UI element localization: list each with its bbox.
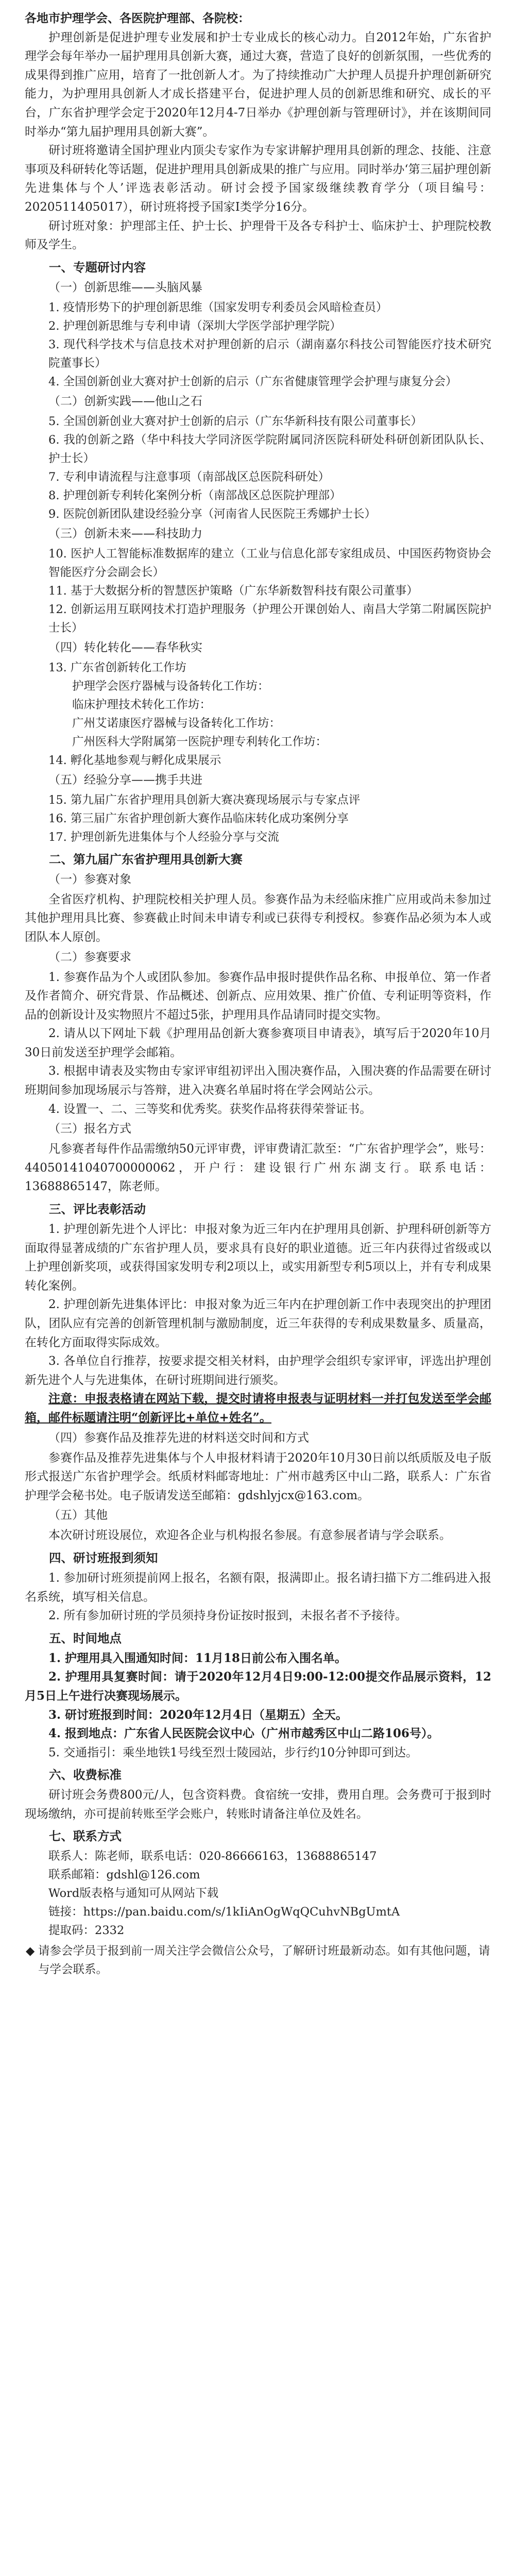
workshop-item: 广州艾诺康医疗器械与设备转化工作坊： (72, 716, 281, 730)
download-link[interactable]: 链接：https://pan.baidu.com/s/1kIiAnOgWqQCuhvNBgUmtA (48, 1905, 400, 1919)
paragraph: 全省医疗机构、护理院校相关护理人员。参赛作品为未经临床推广应用或尚未参加过其他护理用具比赛、参赛截止时间未申请专利或已获得专利授权。参赛作品必须为本人或团队本人原创。 (25, 892, 491, 944)
list-item: 16. 第三届广东省护理创新大赛作品临床转化成功案例分享 (48, 811, 349, 825)
contact-line: 联系人：陈老师，联系电话：020-86666163，13688865147 (48, 1850, 377, 1863)
list-item: 3. 现代科学技术与信息技术对护理创新的启示（湖南嘉尔科技公司智能医疗技术研究院董事长） (48, 337, 491, 370)
paragraph: 3. 根据申请表及实物由专家评审组初评出入围决赛作品，入围决赛的作品需要在研讨班期间参加现场展示与答辩，进入决赛名单届时将在学会网站公示。 (25, 1064, 491, 1097)
list-item: 13. 广东省创新转化工作坊 (48, 660, 186, 674)
intro-paragraph-3: 研讨班对象：护理部主任、护士长、护理骨干及各专科护士、临床护士、护理院校教师及学生。 (25, 219, 491, 252)
subsection-heading-1-1: （一）创新思维——头脑风暴 (48, 280, 202, 294)
list-item: 5. 全国创新创业大赛对护士创新的启示（广东华新科技有限公司董事长） (48, 414, 423, 428)
subsection-heading-1-5: （五）经验分享——携手共进 (48, 773, 202, 787)
paragraph: 2. 所有参加研讨班的学员须持身份证按时报到，未报名者不予接待。 (48, 1609, 407, 1623)
note-text: 请参会学员于报到前一周关注学会微信公众号，了解研讨班最新动态。如有其他问题，请与学会联系。 (38, 1944, 490, 1977)
note-item (25, 1942, 491, 1979)
section-heading-3: 三、评比表彰活动 (49, 1202, 146, 1217)
workshop-item: 广州医科大学附属第一医院护理专利转化工作坊： (72, 735, 328, 749)
contact-line: 联系邮箱：gdshl@126.com (48, 1868, 200, 1882)
schedule-item: 4. 报到地点：广东省人民医院会议中心（广州市越秀区中山二路106号）。 (48, 1726, 439, 1741)
intro-paragraph: 护理创新是促进护理专业发展和护士专业成长的核心动力。自2012年始，广东省护理学会每年举办一届护理用具创新大赛，通过大赛，营造了良好的创新氛围，一些优秀的成果得到推广应用，培育了一批创新人才。为了持续推动广大护理人员提升护理创新研究能力，为护理用具创新人才成长搭建平台，促进护理人员的创新思维和研究、成长的平台，广东省护理学会定于2020年12月4-7日举办《护理创新与管理研讨》，并在该期间同时举办“第九届护理用具创新大赛”。 (25, 30, 491, 139)
intro-paragraph-2: 研讨班将邀请全国护理业内顶尖专家作为专家讲解护理用具创新的理念、技能、注意事项及科研转化等话题，促进护理用具创新成果的推广与应用。同时举办‘第三届护理创新先进集体与个人’评选表彰活动。研讨会授予国家级继续教育学分（项目编号：2020511405017），研讨班将授予国家Ⅰ类学分16分。 (25, 144, 491, 214)
extraction-code: 提取码：2332 (48, 1924, 125, 1938)
subsection-heading-3-5: （五）其他 (48, 1509, 108, 1522)
paragraph: 凡参赛者每件作品需缴纳50元评审费，评审费请汇款至：“广东省护理学会”，账号：44050141040700000062，开户行：建设银行广州东湖支行。联系电话：13688865147，陈老师。 (25, 1142, 491, 1194)
section-heading-6: 六、收费标准 (49, 1768, 122, 1783)
schedule-item: 3. 研讨班报到时间：2020年12月4日（星期五）全天。 (48, 1707, 348, 1722)
schedule-item: 5. 交通指引：乘坐地铁1号线至烈士陵园站，步行约10分钟即可到达。 (48, 1745, 418, 1759)
list-item: 6. 我的创新之路（华中科技大学同济医学院附属同济医院科研处科研创新团队队长、护士长） (48, 433, 491, 465)
schedule-item: 2. 护理用具复赛时间：请于2020年12月4日9:00-12:00提交作品展示资料，12月5日上午进行决赛现场展示。 (25, 1670, 491, 1703)
list-item: 14. 孵化基地参观与孵化成果展示 (48, 753, 221, 767)
schedule-item: 1. 护理用具入围通知时间：11月18日前公布入围名单。 (48, 1651, 347, 1665)
diamond-icon: ◆ (26, 1944, 35, 1958)
subsection-heading-2-3: （三）报名方式 (48, 1122, 131, 1136)
paragraph: 参赛作品及推荐先进集体与个人申报材料请于2020年10月30日前以纸质版及电子版形式报送广东省护理学会。纸质材料邮寄地址：广州市越秀区中山二路，联系人：广东省护理学会秘书处。电子版请发送至邮箱：gdshlyjcx@163.com。 (25, 1451, 491, 1502)
workshop-item: 临床护理技术转化工作坊： (72, 698, 212, 711)
paragraph: 3. 各单位自行推荐，按要求提交相关材料，由护理学会组织专家评审，评选出护理创新先进个人与先进集体，在研讨班期间进行颁奖。 (25, 1354, 491, 1387)
paragraph: 1. 参加研讨班须提前网上报名，名额有限，报满即止。报名请扫描下方二维码进入报名系统，填写相关信息。 (25, 1571, 491, 1604)
list-item: 1. 疫情形势下的护理创新思维（国家发明专利委员会风暗检查员） (48, 300, 388, 314)
contact-line: Word版表格与通知可从网站下载 (48, 1887, 219, 1901)
list-item: 10. 医护人工智能标准数据库的建立（工业与信息化部专家组成员、中国医药物资协会智能医疗分会副会长） (48, 547, 491, 579)
list-item: 2. 护理创新思维与专利申请（深圳大学医学部护理学院） (48, 319, 341, 333)
salutation: 各地市护理学会、各医院护理部、各院校： (25, 11, 250, 25)
list-item: 7. 专利申请流程与注意事项（南部战区总医院科研处） (48, 470, 330, 484)
subsection-heading-2-1: （一）参赛对象 (48, 872, 131, 886)
subsection-heading-1-4: （四）转化转化——春华秋实 (48, 640, 202, 654)
paragraph: 1. 护理创新先进个人评比：申报对象为近三年内在护理用具创新、护理科研创新等方面取得显著成绩的广东省护理人员，要求具有良好的职业道德。近三年内获得过省级或以上护理创新奖项，或获得国家发明专利2项以上，或实用新型专利5项以上，并有专利成果转化案例。 (25, 1223, 491, 1293)
section-heading-2: 二、第九届广东省护理用具创新大赛 (49, 852, 243, 867)
paragraph: 1. 参赛作品为个人或团队参加。参赛作品申报时提供作品名称、申报单位、第一作者及作者简介、研究背景、作品概述、创新点、应用效果、推广价值、专利证明等资料，作品的创新设计及实物照片不超过5张，护理用具作品请同时提交实物。 (25, 970, 491, 1022)
section-heading-5: 五、时间地点 (49, 1631, 122, 1646)
subsection-heading-1-3: （三）创新未来——科技助力 (48, 527, 202, 540)
section-heading-7: 七、联系方式 (49, 1829, 122, 1844)
list-item: 12. 创新运用互联网技术打造护理服务（护理公开课创始人、南昌大学第二附属医院护士长） (48, 602, 491, 635)
subsection-heading-3-4: （四）参赛作品及推荐先进的材料送交时间和方式 (48, 1431, 309, 1445)
paragraph: 2. 请从以下网址下载《护理用品创新大赛参赛项目申请表》，填写后于2020年10月30日前发送至护理学会邮箱。 (25, 1027, 491, 1059)
highlight-note: 注意：申报表格请在网站下载，提交时请将申报表与证明材料一并打包发送至学会邮箱，邮件标题请注明“创新评比+单位+姓名”。 (25, 1392, 491, 1425)
list-item: 4. 全国创新创业大赛对护士创新的启示（广东省健康管理学会护理与康复分会） (48, 375, 457, 388)
section-heading-1: 一、专题研讨内容 (49, 260, 146, 275)
list-item: 15. 第九届广东省护理用具创新大赛决赛现场展示与专家点评 (48, 793, 360, 807)
subsection-heading-1-2: （二）创新实践——他山之石 (48, 394, 202, 408)
paragraph: 4. 设置一、二、三等奖和优秀奖。获奖作品将获得荣誉证书。 (48, 1102, 372, 1116)
paragraph: 2. 护理创新先进集体评比：申报对象为近三年内在护理创新工作中表现突出的护理团队，团队应有完善的创新管理机制与激励制度，近三年获得的专利成果数量多、质量高，在转化方面取得实际成效。 (25, 1298, 491, 1349)
paragraph: 本次研讨班设展位，欢迎各企业与机构报名参展。有意参展者请与学会联系。 (48, 1529, 451, 1543)
list-item: 8. 护理创新专利转化案例分析（南部战区总医院护理部） (48, 488, 341, 502)
list-item: 9. 医院创新团队建设经验分享（河南省人民医院王秀娜护士长） (48, 507, 376, 521)
notes-list (25, 1942, 491, 1979)
subsection-heading-2-2: （二）参赛要求 (48, 950, 131, 964)
notice-content (25, 9, 491, 1979)
paragraph: 研讨班会务费800元/人，包含资料费。食宿统一安排，费用自理。会务费可于报到时现场缴纳，亦可提前转账至学会账户，转账时请备注单位及姓名。 (25, 1788, 491, 1821)
list-item: 17. 护理创新先进集体与个人经验分享与交流 (48, 830, 279, 844)
section-heading-4: 四、研讨班报到须知 (49, 1550, 158, 1565)
list-item: 11. 基于大数据分析的智慧医护策略（广东华新数智科技有限公司董事） (48, 584, 418, 598)
workshop-item: 护理学会医疗器械与设备转化工作坊： (72, 679, 269, 693)
